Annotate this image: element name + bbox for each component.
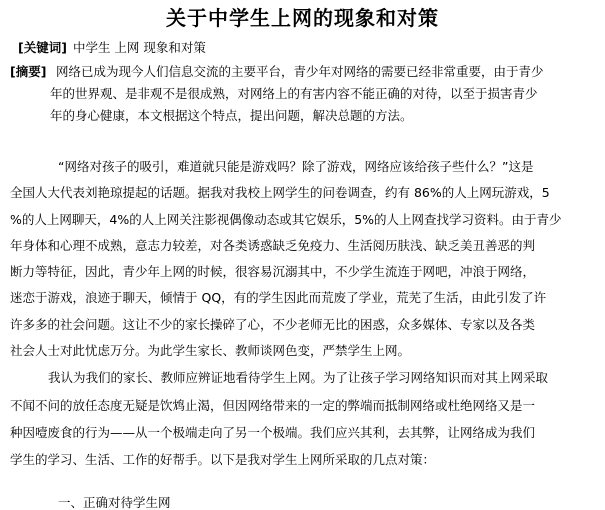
keywords-text: 中学生 上网 现象和对策	[72, 40, 206, 55]
paragraph-line: 许多多的社会问题。这让不少的家长操碎了心，不少老师无比的困惑，众多媒体、专家以及各类	[10, 316, 536, 332]
paragraph-line: 我认为我们的家长、教师应辨证地看待学生上网。为了让孩子学习网络知识而对其上网采取	[48, 370, 549, 386]
paragraph-line: 断力等特征，因此，青少年上网的时候，很容易沉溺其中，不少学生流连于网吧，冲浪于网络，	[10, 264, 536, 280]
paragraph-line: 学生的学习、生活、工作的好帮手。以下是我对学生上网所采取的几点对策：	[10, 451, 436, 467]
abstract-block	[10, 61, 600, 127]
document-title: 关于中学生上网的现象和对策	[166, 6, 439, 30]
abstract-label: [摘要]	[10, 64, 47, 79]
paragraph-line: “网络对孩子的吸引，难道就只能是游戏吗？除了游戏，网络应该给孩子些什么？”这是	[58, 159, 534, 174]
paragraph-2	[10, 364, 602, 473]
paragraph-line: 种因噎废食的行为——从一个极端走向了另一个极端。我们应兴其利，去其弊，让网络成为我们	[10, 424, 536, 440]
body-text	[10, 154, 602, 473]
paragraph-line: 年身体和心理不成熟，意志力较差，对各类诱惑缺乏免疫力、生活阅历肤浅、缺乏美丑善恶的判	[10, 237, 536, 253]
paragraph-1	[10, 154, 602, 364]
paragraph-line: 迷恋于游戏，浪迹于聊天，倾情于 QQ，有的学生因此而荒废了学业，荒芜了生活，由此引发了许	[10, 290, 547, 306]
paragraph-line: 社会人士对此忧虑万分。为此学生家长、教师谈网色变，严禁学生上网。	[10, 343, 411, 359]
abstract-line: 网络已成为现今人们信息交流的主要平台，青少年对网络的需要已经非常重要，由于青少	[56, 64, 544, 79]
keywords-label: [关键词]	[18, 40, 67, 55]
paragraph-line: %的人上网聊天，4%的人上网关注影视偶像动态或其它娱乐，5%的人上网查找学习资料。由于青少	[10, 211, 562, 227]
paragraph-line: 全国人大代表刘艳琼提起的话题。据我对我校上网学生的问卷调查，约有 86%的人上网玩游戏，5	[10, 185, 550, 201]
paragraph-line: 不闻不问的放任态度无疑是饮鸩止渴，但因网络带来的一定的弊端而抵制网络或杜绝网络又是一	[10, 397, 536, 413]
abstract-line: 年的身心健康，本文根据这个特点，提出问题，解决总题的方法。	[50, 108, 413, 123]
keywords-row	[18, 39, 206, 57]
paragraph-3-partial: 一、正确对待学生网	[58, 495, 171, 510]
abstract-line: 年的世界观、是非观不是很成熟，对网络上的有害内容不能正确的对待，以至于损害青少	[50, 86, 538, 101]
